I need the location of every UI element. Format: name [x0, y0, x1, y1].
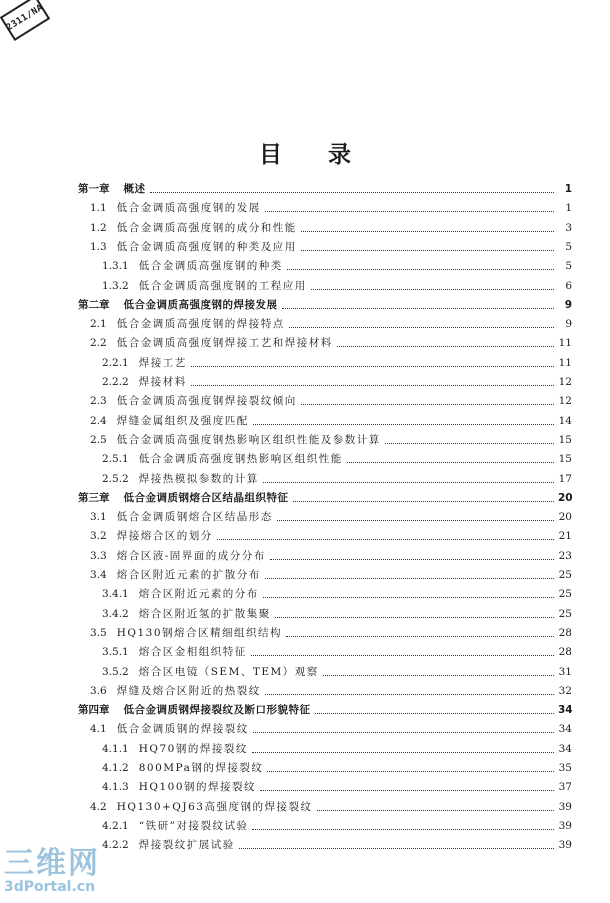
watermark-logo: 三维网 [4, 846, 100, 881]
toc-entry-number: 4.2.1 [102, 819, 129, 832]
watermark-url: 3dPortal.cn [4, 879, 96, 895]
toc-entry-number: 4.1.3 [102, 781, 129, 794]
toc-entry-title: 800MPa钢的焊接裂纹 [138, 762, 264, 774]
toc-entry-page: 14 [558, 414, 572, 427]
toc-entry-page: 11 [558, 337, 572, 350]
toc-entry-page: 20 [558, 491, 573, 504]
toc-entry-number: 2.4 [90, 414, 107, 427]
toc-entry [90, 678, 572, 698]
toc-entry-title: 焊接熔合区的划分 [116, 530, 213, 543]
toc-entry-title: 低合金调质高强度钢的发展 [116, 202, 261, 215]
toc-entry-page: 25 [558, 569, 572, 581]
toc-entry-number: 1.3.1 [102, 260, 129, 273]
toc-entry [90, 504, 572, 524]
library-stamp: 2311/NA [0, 0, 50, 41]
toc-dot-leader [265, 211, 554, 212]
toc-entry-title: 低合金调质高强度钢的焊接发展 [123, 298, 278, 311]
toc-entry [102, 755, 572, 775]
toc-entry-title: 熔合区金相组织特征 [138, 646, 247, 659]
toc-entry-number: 3.3 [90, 549, 107, 562]
toc-dot-leader [311, 289, 554, 290]
toc-dot-leader [277, 520, 554, 521]
toc-entry-number: 3.5.2 [102, 665, 129, 678]
toc-dot-leader [253, 424, 554, 425]
toc-dot-leader [252, 829, 554, 830]
toc-entry-page: 23 [558, 549, 572, 562]
toc-entry-number: 3.5 [90, 626, 107, 639]
toc-entry-title: 概述 [123, 183, 146, 195]
toc-entry-title: 焊接工艺 [138, 356, 187, 369]
toc-entry [90, 195, 572, 215]
toc-entry-number: 2.2.2 [102, 376, 129, 388]
toc-entry-title: 低合金调质高强度钢焊接裂纹倾向 [116, 395, 297, 408]
toc-entry [90, 427, 572, 447]
toc-entry [78, 176, 572, 196]
toc-entry-number: 第三章 [78, 491, 110, 504]
toc-entry-page: 28 [558, 646, 572, 659]
toc-entry-page: 9 [564, 298, 572, 311]
toc-entry-page: 17 [558, 472, 572, 485]
toc-entry-title: 低合金调质钢熔合区结晶形态 [116, 511, 273, 524]
toc-entry-page: 5 [565, 240, 572, 253]
toc-entry-number: 3.5.1 [102, 646, 129, 659]
toc-dot-leader [270, 559, 554, 560]
toc-dot-leader [301, 404, 554, 405]
toc-entry [102, 581, 572, 601]
toc-entry-title: 焊缝金属组织及强度匹配 [116, 414, 249, 427]
toc-entry [102, 639, 572, 659]
toc-entry-page: 15 [558, 453, 572, 466]
toc-entry-page: 11 [558, 356, 572, 369]
toc-dot-leader [239, 848, 554, 849]
toc-entry-number: 第四章 [78, 704, 110, 717]
site-watermark [4, 846, 104, 899]
toc-entry-title: 低合金调质钢焊接裂纹及断口形貌特征 [123, 704, 311, 717]
toc-dot-leader [150, 192, 555, 193]
toc-entry [102, 369, 572, 389]
toc-entry-number: 2.3 [90, 395, 107, 408]
toc-dot-leader [263, 597, 554, 598]
toc-entry-title: “铁研”对接裂纹试验 [138, 819, 249, 832]
toc-entry-title: 熔合区附近氢的扩散集聚 [138, 607, 271, 620]
toc-entry-page: 15 [558, 433, 572, 446]
toc-entry-title: HQ70钢的焊接裂纹 [138, 742, 248, 755]
toc-dot-leader [275, 617, 554, 618]
toc-dot-leader [267, 771, 554, 772]
toc-entry-number: 3.4 [90, 569, 107, 581]
toc-entry [102, 446, 572, 466]
toc-entry [78, 485, 572, 505]
toc-dot-leader [289, 327, 554, 328]
toc-dot-leader [293, 501, 555, 502]
toc-entry-title: 低合金调质钢熔合区结晶组织特征 [123, 491, 289, 504]
toc-dot-leader [385, 443, 554, 444]
toc-dot-leader [253, 732, 554, 733]
toc-entry-title: 低合金调质高强度钢焊接工艺和焊接材料 [116, 337, 333, 350]
toc-entry [90, 794, 572, 814]
toc-entry-number: 2.2.1 [102, 356, 129, 369]
toc-entry-title: 低合金调质高强度钢的成分和性能 [116, 221, 297, 234]
toc-entry-title: HQ130钢熔合区精细组织结构 [116, 626, 283, 639]
toc-dot-leader [337, 346, 554, 347]
toc-entry-number: 2.5 [90, 433, 107, 446]
toc-entry [90, 716, 572, 736]
toc-entry-number: 1.1 [90, 202, 107, 215]
toc-entry [102, 813, 572, 833]
toc-entry-title: 熔合区附近元素的分布 [138, 588, 259, 601]
toc-entry-page: 20 [558, 511, 572, 524]
toc-entry-title: 低合金调质高强度钢的种类 [138, 260, 283, 273]
toc-dot-leader [286, 636, 554, 637]
toc-entry-page: 34 [558, 742, 572, 755]
toc-entry [78, 292, 572, 312]
toc-entry-number: 3.1 [90, 511, 107, 524]
toc-entry-title: HQ130+QJ63高强度钢的焊接裂纹 [116, 800, 313, 813]
page-title: 目录 [259, 141, 397, 168]
toc-entry-title: 低合金调质高强度钢热影响区组织性能及参数计算 [116, 433, 381, 446]
toc-dot-leader [315, 713, 555, 714]
toc-entry-number: 3.4.1 [102, 588, 129, 601]
toc-entry-title: 焊接材料 [138, 376, 187, 388]
toc-entry-title: 低合金调质高强度钢热影响区组织性能 [138, 453, 343, 466]
toc-entry-number: 4.1 [90, 723, 107, 736]
toc-entry-title: 低合金调质钢的焊接裂纹 [116, 723, 249, 736]
toc-entry-title: 焊接裂纹扩展试验 [138, 839, 235, 852]
toc-entry [102, 466, 572, 486]
toc-entry-title: 焊接热模拟参数的计算 [138, 472, 259, 485]
toc-entry-title: 熔合区液-固界面的成分分布 [116, 549, 266, 562]
toc-entry [90, 388, 572, 408]
toc-entry [90, 234, 572, 254]
toc-entry-page: 31 [558, 665, 572, 678]
toc-entry-page: 21 [558, 530, 572, 543]
toc-entry [90, 408, 572, 428]
toc-entry-title: HQ100钢的焊接裂纹 [138, 781, 257, 794]
toc-entry-page: 5 [565, 260, 572, 273]
toc-entry-page: 32 [558, 684, 572, 697]
toc-entry-title: 低合金调质高强度钢的种类及应用 [116, 240, 297, 253]
toc-entry [102, 736, 572, 756]
toc-entry-number: 1.3.2 [102, 279, 129, 292]
toc-entry [102, 659, 572, 679]
toc-entry [90, 562, 572, 582]
toc-entry-number: 4.1.2 [102, 762, 129, 774]
toc-dot-leader [263, 482, 554, 483]
toc-entry-number: 4.2.2 [102, 839, 129, 852]
toc-entry-number: 4.1.1 [102, 742, 129, 755]
toc-entry-page: 25 [558, 607, 572, 620]
toc-entry-number: 3.4.2 [102, 607, 129, 620]
toc-entry-page: 1 [565, 202, 572, 215]
toc-entry-page: 12 [558, 376, 572, 388]
toc-entry [78, 697, 572, 717]
toc-entry [102, 273, 572, 293]
toc-dot-leader [347, 462, 554, 463]
toc-dot-leader [251, 655, 554, 656]
toc-entry [90, 330, 572, 350]
toc-dot-leader [191, 385, 554, 386]
toc-dot-leader [301, 250, 554, 251]
toc-entry [102, 350, 572, 370]
toc-entry [90, 311, 572, 331]
toc-entry-number: 4.2 [90, 800, 107, 813]
toc-entry-page: 1 [564, 183, 572, 195]
toc-dot-leader [217, 539, 554, 540]
toc-entry-page: 6 [565, 279, 572, 292]
toc-entry-page: 28 [558, 626, 572, 639]
toc-dot-leader [287, 269, 554, 270]
toc-entry-page: 3 [565, 221, 572, 234]
toc-dot-leader [191, 366, 554, 367]
toc-entry [90, 543, 572, 563]
toc-entry [90, 620, 572, 640]
toc-entry-number: 1.3 [90, 240, 107, 253]
toc-entry-page: 39 [558, 819, 572, 832]
toc-entry-page: 39 [558, 839, 572, 852]
toc-dot-leader [301, 231, 554, 232]
toc-entry-number: 2.1 [90, 318, 107, 331]
toc-entry [90, 523, 572, 543]
toc-entry-title: 熔合区附近元素的扩散分布 [116, 569, 261, 581]
toc-entry-page: 35 [558, 762, 572, 774]
toc-entry-number: 2.5.2 [102, 472, 129, 485]
toc-dot-leader [265, 578, 554, 579]
toc-entry-number: 3.6 [90, 684, 107, 697]
toc-entry-page: 34 [558, 723, 572, 736]
toc-entry-page: 34 [558, 704, 573, 717]
toc-entry-page: 9 [565, 318, 572, 331]
toc-entry-page: 37 [558, 781, 572, 794]
toc-dot-leader [317, 810, 555, 811]
toc-entry [102, 601, 572, 621]
toc-entry-number: 2.5.1 [102, 453, 129, 466]
toc-entry-title: 熔合区电镜（SEM、TEM）观察 [138, 665, 319, 678]
toc-dot-leader [282, 308, 555, 309]
toc-dot-leader [323, 675, 554, 676]
toc-entry-number: 2.2 [90, 337, 107, 350]
toc-entry-page: 25 [558, 588, 572, 601]
toc-entry-number: 3.2 [90, 530, 107, 543]
toc-entry-title: 焊缝及熔合区附近的热裂纹 [116, 684, 261, 697]
toc-entry-number: 1.2 [90, 221, 107, 234]
toc-entry-number: 第一章 [78, 183, 110, 195]
toc-entry-page: 39 [558, 800, 572, 813]
toc-dot-leader [260, 790, 554, 791]
toc-entry [90, 215, 572, 235]
toc-entry [102, 774, 572, 794]
toc-entry-title: 低合金调质高强度钢的工程应用 [138, 279, 307, 292]
toc-entry-title: 低合金调质高强度钢的焊接特点 [116, 318, 285, 331]
toc-entry-page: 12 [558, 395, 572, 408]
toc-entry [102, 253, 572, 273]
toc-dot-leader [252, 752, 554, 753]
toc-entry [102, 832, 572, 852]
toc-dot-leader [265, 694, 554, 695]
toc-entry-number: 第二章 [78, 298, 110, 311]
